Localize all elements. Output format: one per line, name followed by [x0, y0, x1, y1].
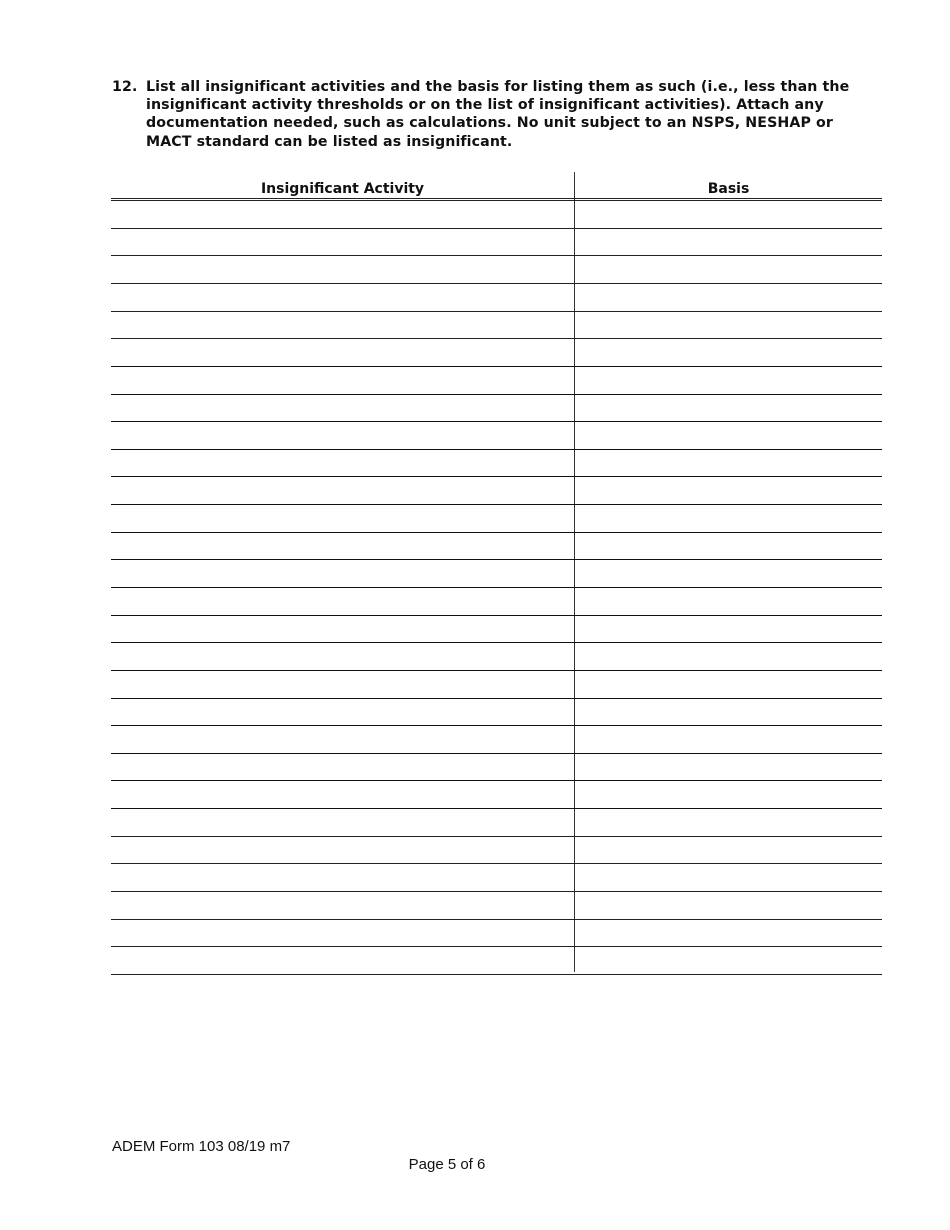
basis-cell[interactable] [575, 865, 882, 890]
page-number: Page 5 of 6 [408, 1156, 486, 1173]
table-row [111, 394, 882, 395]
activity-cell[interactable] [111, 230, 574, 255]
basis-cell[interactable] [575, 257, 882, 282]
activity-cell[interactable] [111, 589, 574, 614]
activity-cell[interactable] [111, 396, 574, 421]
table-row [111, 863, 882, 864]
table-row [111, 283, 882, 284]
table-row [111, 338, 882, 339]
basis-cell[interactable] [575, 230, 882, 255]
basis-cell[interactable] [575, 534, 882, 559]
header-rule-bottom [111, 200, 882, 201]
table-row [111, 255, 882, 256]
activity-cell[interactable] [111, 534, 574, 559]
activity-cell[interactable] [111, 202, 574, 227]
basis-cell[interactable] [575, 700, 882, 725]
table-row [111, 532, 882, 533]
column-header-activity: Insignificant Activity [260, 181, 425, 197]
table-row [111, 504, 882, 505]
table-row [111, 228, 882, 229]
activity-cell[interactable] [111, 506, 574, 531]
basis-cell[interactable] [575, 340, 882, 365]
basis-cell[interactable] [575, 451, 882, 476]
basis-cell[interactable] [575, 921, 882, 946]
activity-cell[interactable] [111, 285, 574, 310]
activity-cell[interactable] [111, 893, 574, 918]
activity-cell[interactable] [111, 368, 574, 393]
basis-cell[interactable] [575, 948, 882, 973]
activity-cell[interactable] [111, 782, 574, 807]
basis-cell[interactable] [575, 202, 882, 227]
table-row [111, 946, 882, 947]
table-row [111, 919, 882, 920]
table-row [111, 642, 882, 643]
activity-cell[interactable] [111, 727, 574, 752]
table-row [111, 780, 882, 781]
activity-cell[interactable] [111, 810, 574, 835]
basis-cell[interactable] [575, 838, 882, 863]
table-row [111, 974, 882, 975]
question-text: List all insignificant activities and the basis for listing them as such (i.e., less than the insignificant activity thresholds or on the list of insignificant activities). Attach any documentation needed, such as calculations. No unit subject to an NSPS, NESHAP or MACT standard can be listed as insignificant. [146, 79, 850, 150]
basis-cell[interactable] [575, 478, 882, 503]
form-identifier: ADEM Form 103 08/19 m7 [112, 1138, 291, 1155]
basis-cell[interactable] [575, 589, 882, 614]
table-row [111, 587, 882, 588]
activity-cell[interactable] [111, 478, 574, 503]
table-row [111, 559, 882, 560]
basis-cell[interactable] [575, 755, 882, 780]
activity-cell[interactable] [111, 644, 574, 669]
activity-cell[interactable] [111, 755, 574, 780]
activity-cell[interactable] [111, 561, 574, 586]
table-row [111, 311, 882, 312]
table-row [111, 698, 882, 699]
activity-cell[interactable] [111, 700, 574, 725]
activity-cell[interactable] [111, 948, 574, 973]
activity-cell[interactable] [111, 921, 574, 946]
column-header-basis: Basis [707, 181, 750, 197]
table-row [111, 808, 882, 809]
table-row [111, 476, 882, 477]
table-row [111, 366, 882, 367]
activity-cell[interactable] [111, 672, 574, 697]
insignificant-activities-table [111, 172, 882, 972]
basis-cell[interactable] [575, 313, 882, 338]
table-row [111, 753, 882, 754]
basis-cell[interactable] [575, 727, 882, 752]
table-row [111, 670, 882, 671]
activity-cell[interactable] [111, 423, 574, 448]
table-row [111, 891, 882, 892]
table-row [111, 725, 882, 726]
question-number: 12. [112, 79, 138, 95]
activity-cell[interactable] [111, 451, 574, 476]
basis-cell[interactable] [575, 506, 882, 531]
table-row [111, 421, 882, 422]
activity-cell[interactable] [111, 617, 574, 642]
basis-cell[interactable] [575, 644, 882, 669]
basis-cell[interactable] [575, 368, 882, 393]
activity-cell[interactable] [111, 838, 574, 863]
table-row [111, 615, 882, 616]
table-row [111, 836, 882, 837]
basis-cell[interactable] [575, 810, 882, 835]
basis-cell[interactable] [575, 893, 882, 918]
basis-cell[interactable] [575, 423, 882, 448]
activity-cell[interactable] [111, 313, 574, 338]
table-row [111, 449, 882, 450]
basis-cell[interactable] [575, 396, 882, 421]
basis-cell[interactable] [575, 672, 882, 697]
basis-cell[interactable] [575, 782, 882, 807]
activity-cell[interactable] [111, 340, 574, 365]
basis-cell[interactable] [575, 561, 882, 586]
header-rule-top [111, 198, 882, 199]
activity-cell[interactable] [111, 865, 574, 890]
question-12 [112, 78, 872, 151]
basis-cell[interactable] [575, 617, 882, 642]
basis-cell[interactable] [575, 285, 882, 310]
activity-cell[interactable] [111, 257, 574, 282]
